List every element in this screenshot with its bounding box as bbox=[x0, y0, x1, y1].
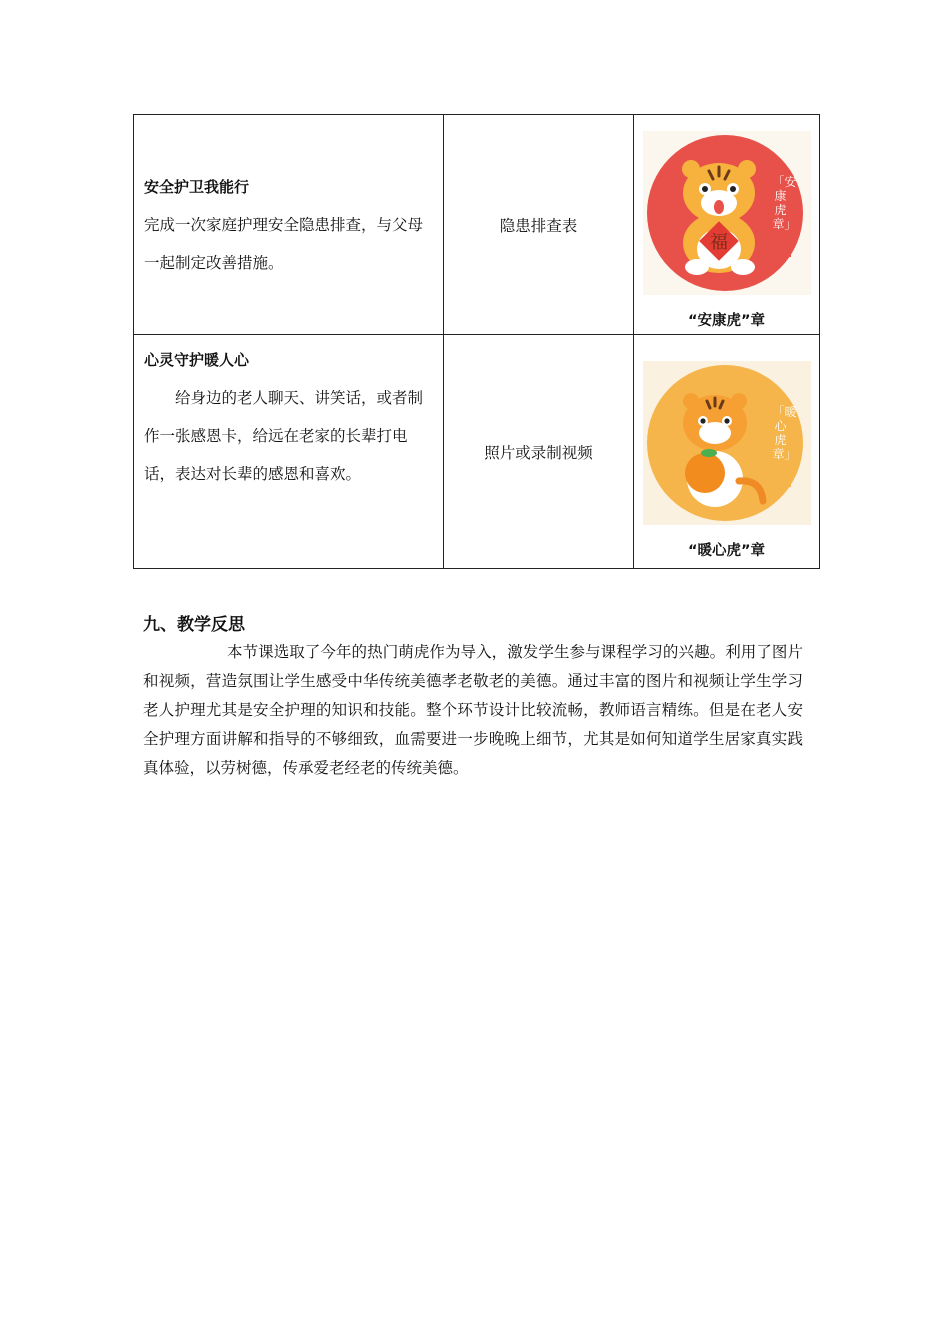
badge-label: 「安康虎章」 bbox=[772, 175, 797, 231]
task-description: 给身边的老人聊天、讲笑话，或者制作一张感恩卡，给远在老家的长辈打电话，表达对长辈的感恩和喜欢。 bbox=[144, 389, 424, 483]
material-cell: 照片或录制视频 bbox=[444, 335, 634, 569]
task-cell bbox=[134, 335, 444, 569]
fu-character: 福 bbox=[709, 232, 728, 253]
badge-label: 「暖心虎章」 bbox=[772, 405, 797, 461]
tiger-stamp-image bbox=[643, 361, 811, 525]
task-cell bbox=[134, 115, 444, 335]
reflection-paragraph: 本节课选取了今年的热门萌虎作为导入，激发学生参与课程学习的兴趣。利用了图片和视频，营造氛围让学生感受中华传统美德孝老敬老的美德。通过丰富的图片和视频让学生学习老人护理尤其是安全护理的知识和技能。整个环节设计比较流畅，教师语言精练。但是在老人安全护理方面讲解和指导的不够细致，血需要进一步晚晚上细节，尤其是如何知道学生居家真实践真体验，以劳树德，传承爱老经老的传统美德。 bbox=[143, 643, 803, 777]
section-title: 九、教学反思 bbox=[143, 615, 245, 635]
table-row bbox=[134, 335, 820, 569]
material-cell: 隐患排查表 bbox=[444, 115, 634, 335]
badge-name: “暖心虎”章 bbox=[687, 543, 766, 559]
task-title: 心灵守护暖人心 bbox=[144, 351, 250, 369]
badge-name: “安康虎”章 bbox=[687, 313, 766, 329]
table-row bbox=[134, 115, 820, 335]
task-description: 完成一次家庭护理安全隐患排查，与父母一起制定改善措施。 bbox=[144, 215, 424, 272]
badge-cell bbox=[634, 335, 820, 569]
task-title: 安全护卫我能行 bbox=[144, 177, 250, 196]
activity-table bbox=[133, 114, 820, 569]
badge-cell bbox=[634, 115, 820, 335]
tiger-stamp-image bbox=[643, 131, 811, 295]
